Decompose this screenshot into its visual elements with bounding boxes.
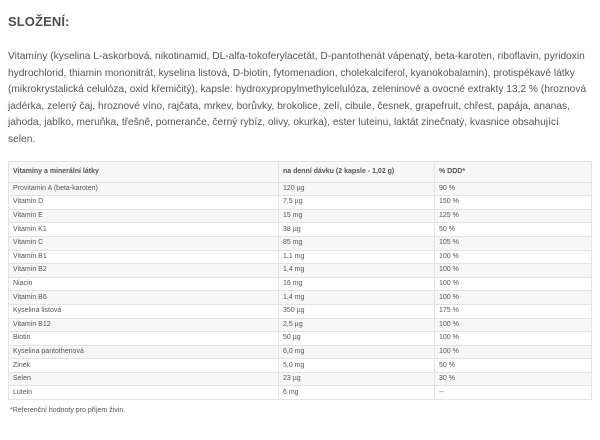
nutrient-amount: 120 µg <box>279 182 435 196</box>
nutrient-rdi: 100 % <box>435 318 592 332</box>
nutrient-rdi: 100 % <box>435 345 592 359</box>
nutrient-rdi: 100 % <box>435 277 592 291</box>
table-row <box>9 332 592 346</box>
nutrient-rdi: 175 % <box>435 304 592 318</box>
table-row <box>9 291 592 305</box>
nutrient-rdi: 150 % <box>435 196 592 210</box>
nutrient-amount: 16 mg <box>279 277 435 291</box>
table-row <box>9 359 592 373</box>
table-row <box>9 236 592 250</box>
nutrient-amount: 38 µg <box>279 223 435 237</box>
footnote: *Referenční hodnoty pro příjem živin. <box>10 407 126 415</box>
nutrient-amount: 1,4 mg <box>279 291 435 305</box>
ingredients-line: hydrochlorid, thiamin mononitrát, kyselina listová, D-biotin, fytomenadion, cholekalciferol, kyanokobalamin), protispékavé látky <box>8 67 575 79</box>
header-daily-dose: na denní dávku (2 kapsle - 1,02 g) <box>279 161 435 182</box>
table-row <box>9 386 592 400</box>
nutrient-amount: 1,1 mg <box>279 250 435 264</box>
nutrition-table <box>8 161 592 401</box>
section-heading: SLOŽENÍ: <box>8 14 70 29</box>
nutrient-name: Vitamin E <box>9 209 279 223</box>
nutrient-name: Vitamin D <box>9 196 279 210</box>
nutrient-rdi: -- <box>435 386 592 400</box>
nutrient-amount: 1,4 mg <box>279 264 435 278</box>
header-rdi-percent: % DDD* <box>435 161 592 182</box>
header-nutrient: Vitamíny a minerální látky <box>9 161 279 182</box>
ingredients-line: Vitamíny (kyselina L-askorbová, nikotinamid, DL-alfa-tokoferylacetát, D-pantothenát vápenatý, beta-karoten, riboflavin, pyridoxin <box>8 51 585 62</box>
nutrient-rdi: 50 % <box>435 359 592 373</box>
table-row <box>9 196 592 210</box>
nutrient-amount: 5,0 mg <box>279 359 435 373</box>
nutrient-name: Lutein <box>9 386 279 400</box>
nutrient-amount: 50 µg <box>279 332 435 346</box>
nutrient-rdi: 100 % <box>435 264 592 278</box>
nutrient-name: Kyselina listová <box>9 304 279 318</box>
nutrient-name: Vitamin B6 <box>9 291 279 305</box>
table-row <box>9 318 592 332</box>
table-row <box>9 250 592 264</box>
nutrient-amount: 6,0 mg <box>279 345 435 359</box>
ingredients-line: jahoda, jablko, meruňka, třešně, pomeranče, černý rybíz, olivy, okurka), ester luteinu, laktát zinečnatý, kvasnice obsahující <box>8 117 559 129</box>
nutrient-rdi: 125 % <box>435 209 592 223</box>
nutrient-rdi: 100 % <box>435 250 592 264</box>
nutrient-name: Vitamin B12 <box>9 318 279 332</box>
nutrient-amount: 85 mg <box>279 236 435 250</box>
nutrient-amount: 6 mg <box>279 386 435 400</box>
table-row <box>9 182 592 196</box>
nutrient-name: Selen <box>9 372 279 386</box>
nutrient-amount: 2,5 µg <box>279 318 435 332</box>
table-row <box>9 345 592 359</box>
nutrient-name: Provitamin A (beta-karoten) <box>9 182 279 196</box>
nutrient-rdi: 90 % <box>435 182 592 196</box>
ingredients-line: selen. <box>8 133 36 145</box>
table-row <box>9 304 592 318</box>
nutrient-rdi: 100 % <box>435 291 592 305</box>
nutrient-name: Niacin <box>9 277 279 291</box>
table-row <box>9 209 592 223</box>
nutrient-amount: 15 mg <box>279 209 435 223</box>
nutrient-name: Vitamin K1 <box>9 223 279 237</box>
nutrient-rdi: 105 % <box>435 236 592 250</box>
table-header-row <box>9 161 592 182</box>
nutrient-amount: 350 µg <box>279 304 435 318</box>
nutrient-name: Vitamin C <box>9 236 279 250</box>
table-row <box>9 372 592 386</box>
composition-section <box>8 14 592 414</box>
nutrient-name: Kyselina pantothenová <box>9 345 279 359</box>
ingredients-line: (mikrokrystalická celulóza, oxid křemičitý), kapsle: hydroxypropylmethylcelulóza, zeleninové a ovocné extrakty 13,2 % (hroznová <box>8 84 587 96</box>
nutrient-amount: 7,5 µg <box>279 196 435 210</box>
nutrient-name: Biotin <box>9 332 279 346</box>
nutrient-name: Vitamin B1 <box>9 250 279 264</box>
nutrient-name: Vitamin B2 <box>9 264 279 278</box>
nutrient-rdi: 50 % <box>435 223 592 237</box>
ingredients-paragraph <box>8 49 588 149</box>
nutrient-rdi: 100 % <box>435 332 592 346</box>
table-row <box>9 264 592 278</box>
table-row <box>9 277 592 291</box>
nutrient-amount: 23 µg <box>279 372 435 386</box>
nutrient-rdi: 30 % <box>435 372 592 386</box>
ingredients-line: jadérka, zelený čaj, hroznové víno, rajčata, mrkev, borůvky, brokolice, zelí, cibule, česnek, grapefruit, chřest, papája, ananas, <box>8 100 570 112</box>
nutrient-name: Zinek <box>9 359 279 373</box>
table-row <box>9 223 592 237</box>
